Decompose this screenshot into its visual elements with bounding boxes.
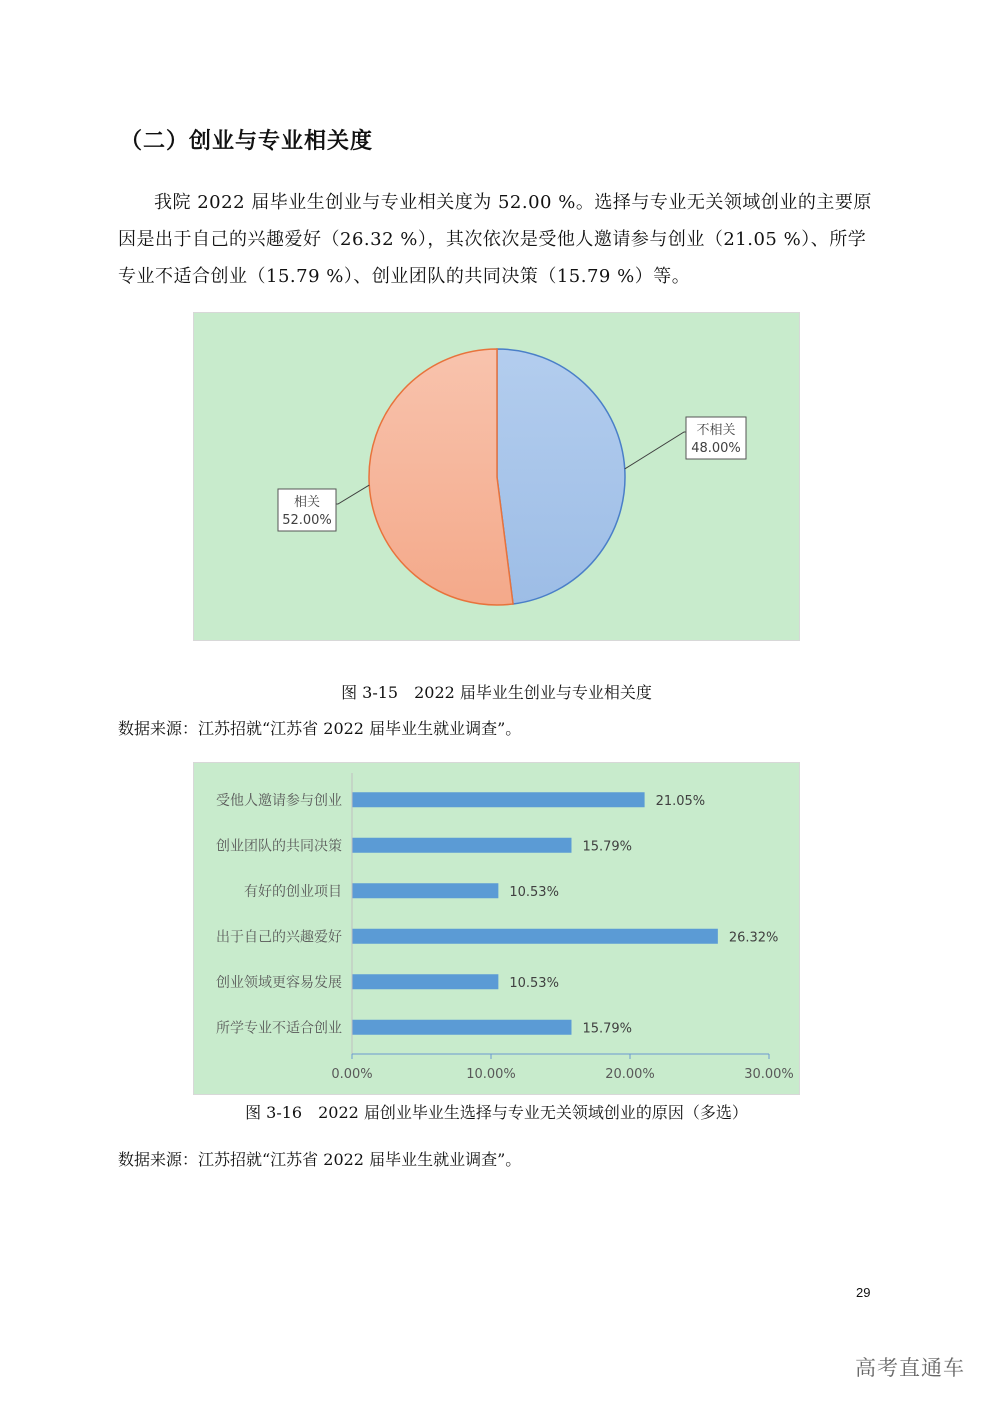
pie-leader-line [336, 485, 369, 504]
bar [352, 838, 571, 853]
bar [352, 929, 718, 944]
bar [352, 883, 498, 898]
body-paragraph: 我院 2022 届毕业生创业与专业相关度为 52.00 %。选择与专业无关领域创业的主要原因是出于自己的兴趣爱好（26.32 %），其次依次是受他人邀请参与创业（21.05 %）、所学专业不适合创业（15.79 %）、创业团队的共同决策（15.79 %）等。 [118, 192, 872, 287]
x-axis-tick-label: 0.00% [331, 1067, 373, 1082]
x-axis-tick-label: 20.00% [605, 1067, 655, 1082]
figure2-caption: 图 3-16 2022 届创业毕业生选择与专业无关领域创业的原因（多选） [245, 1103, 748, 1122]
bar-category-label: 所学专业不适合创业 [216, 1020, 342, 1037]
bar-category-label: 受他人邀请参与创业 [216, 792, 342, 809]
bar-category-label: 有好的创业项目 [244, 883, 342, 900]
figure2-source: 数据来源：江苏招就“江苏省 2022 届毕业生就业调查”。 [118, 1150, 522, 1169]
x-axis-tick-label: 30.00% [744, 1067, 794, 1082]
bar-value-label: 15.79% [582, 839, 633, 855]
bar [352, 792, 645, 807]
pie-slice-value: 48.00% [691, 441, 741, 456]
bar-value-label: 26.32% [728, 930, 779, 946]
bar [352, 974, 498, 989]
pie-slice-label: 不相关 [696, 423, 736, 438]
watermark: 高考直通车 [855, 1356, 965, 1380]
pie-slice-label: 相关 [293, 495, 321, 510]
pie-slice-related [369, 349, 513, 605]
figure1-source: 数据来源：江苏招就“江苏省 2022 届毕业生就业调查”。 [118, 719, 522, 738]
page-number: 29 [856, 1285, 871, 1300]
bar-value-label: 21.05% [655, 793, 706, 809]
pie-chart [194, 313, 801, 642]
bar-category-label: 出于自己的兴趣爱好 [216, 929, 342, 946]
bar-chart-panel [193, 762, 800, 1095]
bar-category-label: 创业团队的共同决策 [216, 838, 342, 855]
bar-value-label: 10.53% [509, 884, 559, 900]
x-axis-tick-label: 10.00% [466, 1067, 516, 1082]
bar-category-label: 创业领域更容易发展 [216, 974, 342, 991]
section-title: （二）创业与专业相关度 [120, 129, 374, 154]
figure1-caption: 图 3-15 2022 届毕业生创业与专业相关度 [341, 683, 652, 702]
pie-chart-panel [193, 312, 800, 641]
bar-value-label: 10.53% [509, 975, 559, 991]
bar [352, 1020, 571, 1035]
pie-leader-line [625, 432, 686, 469]
pie-slice-unrelated [497, 349, 625, 604]
pie-slice-value: 52.00% [282, 513, 332, 528]
bar-value-label: 15.79% [582, 1021, 633, 1037]
bar-chart [194, 763, 801, 1096]
